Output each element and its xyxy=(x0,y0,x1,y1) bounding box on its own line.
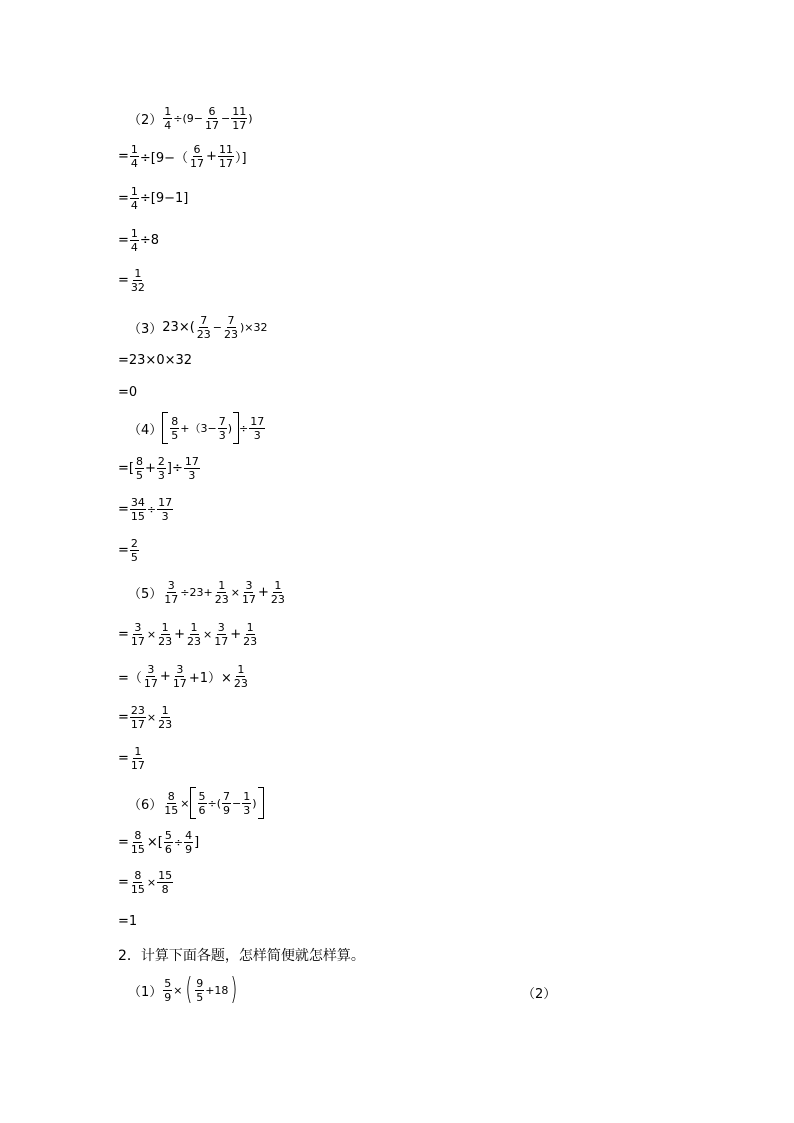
fraction: $\frac{1}{4}$ xyxy=(164,105,172,132)
solution-step: =[ $\frac{8}{5}$ + $\frac{2}{3}$ ]÷ $\frac{17}{3}$ xyxy=(118,455,199,482)
problem-4-question: （4） $\frac{8}{5}$ +（3− $\frac{7}{3}$ ) ÷ $\frac{17}{3}$ xyxy=(128,412,266,444)
fraction: $\frac{3}{17}$ xyxy=(143,663,158,690)
problem-5-question: （5） $\frac{3}{17}$ ÷23+ $\frac{1}{23}$ × $\frac{3}{17}$ + $\frac{1}{23}$ xyxy=(128,579,285,606)
fraction: $\frac{7}{9}$ xyxy=(223,789,231,817)
fraction: $\frac{2}{5}$ xyxy=(130,537,138,564)
solution-step: = $\frac{1}{32}$ xyxy=(118,267,145,294)
fraction: $\frac{1}{23}$ xyxy=(158,621,173,648)
fraction: $\frac{7}{23}$ xyxy=(224,314,239,341)
question-2-item-1: （1） $\frac{5}{9}$ × ( $\frac{9}{5}$ +18 ) xyxy=(128,972,238,1007)
fraction: $\frac{4}{9}$ xyxy=(185,829,193,856)
problem-label: （5） xyxy=(128,587,163,602)
fraction: $\frac{3}{17}$ xyxy=(164,579,179,606)
fraction: $\frac{3}{17}$ xyxy=(214,621,229,648)
question-2-item-2 xyxy=(522,983,556,1002)
fraction: $\frac{15}{8}$ xyxy=(158,869,173,896)
fraction: $\frac{8}{15}$ xyxy=(130,869,145,896)
fraction: $\frac{8}{5}$ xyxy=(171,414,179,442)
fraction: $\frac{1}{23}$ xyxy=(187,621,202,648)
problem-label: （3） xyxy=(128,322,163,337)
fraction: $\frac{3}{17}$ xyxy=(241,579,256,606)
bracket-left xyxy=(190,787,196,819)
fraction: $\frac{3}{17}$ xyxy=(130,621,145,648)
solution-step: = $\frac{2}{5}$ xyxy=(118,537,138,564)
fraction: $\frac{1}{23}$ xyxy=(270,579,285,606)
paren-right: ) xyxy=(230,972,238,1007)
fraction: $\frac{11}{17}$ xyxy=(218,143,233,170)
fraction: $\frac{1}{23}$ xyxy=(243,621,258,648)
fraction: $\frac{11}{17}$ xyxy=(232,105,247,132)
fraction: $\frac{6}{17}$ xyxy=(190,143,205,170)
fraction: $\frac{23}{17}$ xyxy=(130,704,145,731)
problem-6-question: （6） $\frac{8}{15}$ × $\frac{5}{6}$ ÷( $\frac{7}{9}$ − $\frac{1}{3}$ ) xyxy=(128,787,264,819)
solution-step: =0 xyxy=(118,385,138,400)
fraction: $\frac{1}{3}$ xyxy=(243,789,251,817)
fraction: $\frac{1}{4}$ xyxy=(130,185,138,212)
solution-step: = $\frac{8}{15}$ × $\frac{15}{8}$ xyxy=(118,869,173,896)
solution-step: = $\frac{1}{4}$ ÷8 xyxy=(118,227,160,254)
fraction: $\frac{1}{23}$ xyxy=(158,704,173,731)
fraction: $\frac{1}{4}$ xyxy=(130,143,138,170)
problem-label: （2） xyxy=(128,113,163,128)
fraction: $\frac{7}{23}$ xyxy=(196,314,211,341)
problem-2-question: （2） $\frac{1}{4}$ ÷(9− $\frac{6}{17}$ − $\frac{11}{17}$ ) xyxy=(128,105,253,132)
solution-step: = $\frac{1}{17}$ xyxy=(118,745,145,772)
fraction: $\frac{17}{3}$ xyxy=(184,455,199,482)
solution-step: =23×0×32 xyxy=(118,353,193,368)
solution-step: =（ $\frac{3}{17}$ + $\frac{3}{17}$ +1）× $\frac{1}{23}$ xyxy=(118,663,248,690)
bracket-right xyxy=(258,787,264,819)
fraction: $\frac{8}{15}$ xyxy=(130,829,145,856)
solution-step: = $\frac{1}{4}$ ÷[9−1] xyxy=(118,185,189,212)
problem-label: （2） xyxy=(522,987,557,1002)
fraction: $\frac{1}{4}$ xyxy=(130,227,138,254)
fraction: $\frac{1}{32}$ xyxy=(130,267,145,294)
fraction: $\frac{2}{3}$ xyxy=(157,455,165,482)
fraction: $\frac{1}{23}$ xyxy=(214,579,229,606)
fraction: $\frac{3}{17}$ xyxy=(172,663,187,690)
fraction: $\frac{9}{5}$ xyxy=(196,976,204,1004)
fraction: $\frac{8}{15}$ xyxy=(164,789,179,817)
solution-step: = $\frac{3}{17}$ × $\frac{1}{23}$ + $\frac{1}{23}$ × $\frac{3}{17}$ + $\frac{1}{23}$ xyxy=(118,621,258,648)
fraction: $\frac{17}{3}$ xyxy=(250,414,265,442)
solution-step: = $\frac{23}{17}$ × $\frac{1}{23}$ xyxy=(118,704,173,731)
problem-3-question: （3） 23×( $\frac{7}{23}$ − $\frac{7}{23}$ )×32 xyxy=(128,314,268,341)
fraction: $\frac{34}{15}$ xyxy=(130,496,145,523)
problem-label: （4） xyxy=(128,422,163,438)
fraction: $\frac{5}{6}$ xyxy=(164,829,172,856)
solution-step: = $\frac{34}{15}$ ÷ $\frac{17}{3}$ xyxy=(118,496,173,523)
fraction: $\frac{7}{3}$ xyxy=(218,414,226,442)
fraction: $\frac{5}{6}$ xyxy=(198,789,206,817)
problem-label: （1） xyxy=(128,984,163,1000)
solution-step: =1 xyxy=(118,914,138,929)
fraction: $\frac{1}{17}$ xyxy=(130,745,145,772)
fraction: $\frac{1}{23}$ xyxy=(233,663,248,690)
bracket-left xyxy=(162,412,168,444)
section-heading: 2．计算下面各题，怎样简便就怎样算。 xyxy=(118,948,365,964)
problem-label: （6） xyxy=(128,797,163,813)
fraction: $\frac{5}{9}$ xyxy=(164,976,172,1004)
fraction: $\frac{6}{17}$ xyxy=(205,105,220,132)
fraction: $\frac{8}{5}$ xyxy=(135,455,143,482)
solution-step: = $\frac{8}{15}$ ×[ $\frac{5}{6}$ ÷ $\frac{4}{9}$ ] xyxy=(118,829,200,856)
solution-step: = $\frac{1}{4}$ ÷[9−（ $\frac{6}{17}$ + $\frac{11}{17}$ ）] xyxy=(118,143,247,170)
paren-left: ( xyxy=(184,972,192,1007)
fraction: $\frac{17}{3}$ xyxy=(158,496,173,523)
